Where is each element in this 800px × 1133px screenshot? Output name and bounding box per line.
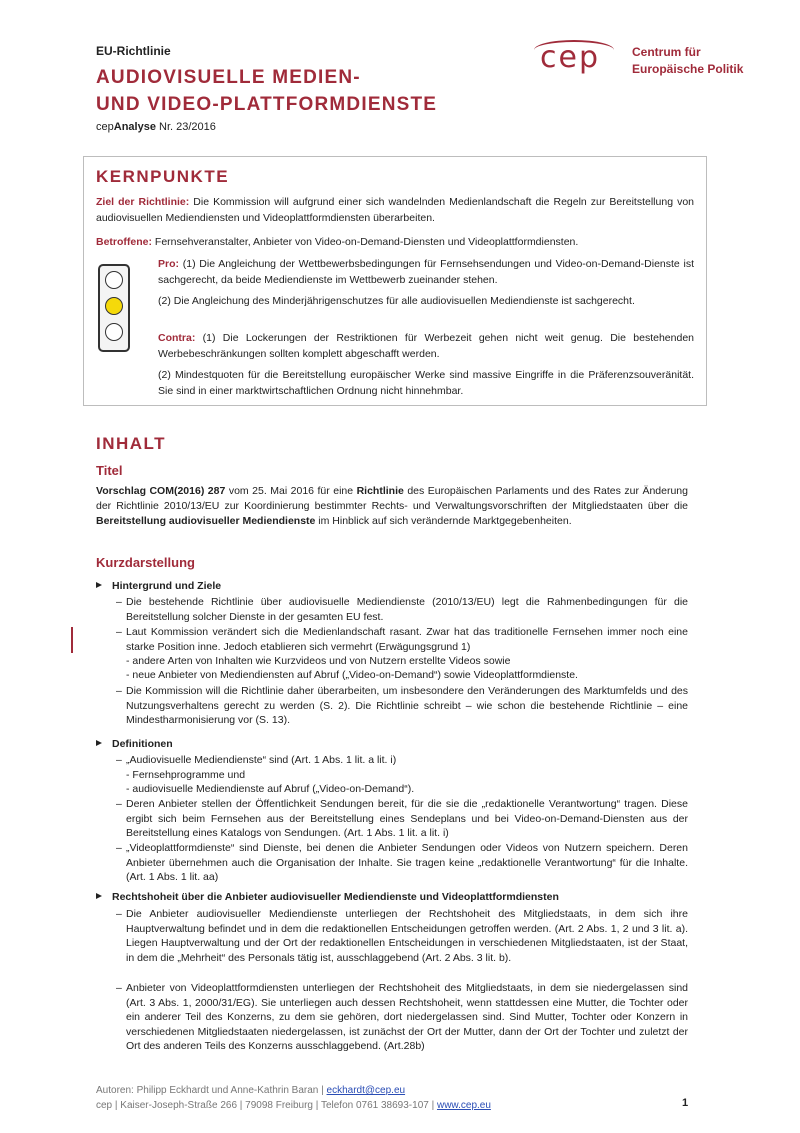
inhalt-heading: INHALT [96,434,167,453]
list-item-text: Die Anbieter audiovisueller Mediendienste unterliegen der Rechtshoheit des Mitgliedstaats, in dem sich ihre Hauptverwaltung befindet und in dem die redaktionellen Entscheidungen getroffen werden. (Art. 2 Abs. 1, 2 und 3 lit. a). Liegen Hauptverwaltung und der Ort der redaktionellen Entscheidungen in verschiedenen Mitgliedstaaten, ist der Staat, in dem die „Mehrheit“ des Personals tätig ist, ausschlaggebend (Art. 2 Abs. 3 lit. b). [126,908,688,964]
list-item [116,797,688,841]
list-item-text: Die Kommission will die Richtlinie daher überarbeiten, um insbesondere den Veränderungen des Marktumfelds und des Nutzungsverhaltens gerecht zu werden (S. 2). Die Richtlinie schreibt – wie schon die bestehende Richtlinie – eine Mindestharmonisierung vor (S. 13). [126,685,688,726]
page-number: 1 [682,1097,689,1109]
section-3-title-text: Rechtshoheit über die Anbieter audiovisueller Mediendienste und Videoplattformdiensten [112,891,559,903]
betroffene-label: Betroffene: [96,236,153,248]
list-item-text: Anbieter von Videoplattformdiensten unterliegen der Rechtshoheit des Mitgliedstaats, in dem sie niedergelassen sind (Art. 3 Abs. 1, 2000/31/EG). Sie unterliegen auch dessen Rechtshoheit, wenn stattdessen eine Mutter, die Tochter oder ein anderer Teil des Konzerns, zu dem sie gehören, dort niedergelassen sind. Sind Mutter, Tochter oder Konzern in verschiedenen Mitgliedstaaten niedergelassen, ist zunächst der Ort der Mutter, dann der Ort der Tochter und zuletzt der Ort des anderen Teils des Konzerns ausschlaggebend. (Art.28b) [126,982,688,1052]
ziel-text: Die Kommission will aufgrund einer sich wandelnden Medienlandschaft die Regeln zur Bereitstellung von audiovisuellen Mediendiensten und Videoplattformdiensten überarbeiten. [96,196,694,224]
ziel-paragraph [96,195,694,226]
titel-bold-2: Richtlinie [356,485,404,497]
contra-text-1: (1) Die Lockerungen der Restriktionen für Werbezeit gehen nicht weit genug. Die bestehenden Werbebeschränkungen sollten komplett abgeschafft werden. [158,332,694,360]
list-item [116,684,688,728]
list-item-text: Laut Kommission verändert sich die Medienlandschaft rasant. Zwar hat das traditionelle Fernsehen immer noch eine starke Position inne. Jedoch etablieren sich vermehrt (Erwägungsgrund 1) [126,626,688,653]
list-item-text: Deren Anbieter stellen der Öffentlichkeit Sendungen bereit, für die sie die „redaktionelle Verantwortung“ tragen. Diese ergibt sich beim Fernsehen aus der Bereitstellung eines Sendeplans und bei Video-on-Demand-Diensten aus der Bereitstellung eines Katalogs von Sendungen. (Art. 1 Abs. 1 lit. a lit. i) [126,798,688,839]
document-kicker: EU-Richtlinie [96,44,171,58]
contra-label: Contra: [158,332,196,344]
contra-paragraph-1 [158,331,694,362]
list-item [116,595,688,624]
footer-authors-text: Autoren: Philipp Eckhardt und Anne-Kathrin Baran | [96,1085,327,1096]
document-title [96,64,437,118]
list-item-text: „Audiovisuelle Mediendienste“ sind (Art. 1 Abs. 1 lit. a lit. i) [126,754,397,766]
titel-bold-1: Vorschlag COM(2016) 287 [96,485,226,497]
section-hintergrund-title [96,580,221,592]
dash-icon: – [116,685,122,697]
pro-text-1: (1) Die Angleichung der Wettbewerbsbedingungen für Fernsehsendungen und Video-on-Demand-Dienste ist sachgerecht, da beide Mediendienste im Wettbewerb zueinander stehen. [158,258,694,286]
author-email-link[interactable]: eckhardt@cep.eu [326,1085,406,1096]
section-definitionen-title [96,738,173,750]
kurzdarstellung-heading: Kurzdarstellung [96,555,195,570]
betroffene-text: Fernsehveranstalter, Anbieter von Video-on-Demand-Diensten und Videoplattformdiensten. [152,236,579,248]
bullet-triangle-icon [96,740,102,746]
analyse-number [96,121,216,133]
traffic-light-icon [98,264,130,352]
footer-address [96,1098,491,1113]
traffic-light-yellow-lamp [105,297,123,315]
bullet-triangle-icon [96,893,102,899]
dash-icon: – [116,982,122,994]
pro-paragraph-1 [158,257,694,288]
sub-item: - audiovisuelle Mediendienste auf Abruf („Video-on-Demand“). [126,783,415,795]
pro-label: Pro: [158,258,179,270]
section-rechtshoheit-title [96,891,559,903]
list-item-text: Die bestehende Richtlinie über audiovisuelle Mediendienste (2010/13/EU) legt die Rahmenbedingungen für die Bereitstellung solcher Dienste in der gesamten EU fest. [126,596,688,623]
kernpunkte-title: KERNPUNKTE [96,167,230,186]
list-item [116,841,688,885]
titel-text-3: im Hinblick auf sich verändernde Marktgegebenheiten. [315,515,572,527]
analyse-bold: Analyse [113,121,156,133]
logo-mark: cep [540,40,600,75]
section-2-title-text: Definitionen [112,738,173,750]
list-item [116,907,688,965]
contra-paragraph-2: (2) Mindestquoten für die Bereitstellung europäischer Werke sind massive Eingriffe in die Präferenzsouveränität. Sie sind in einer marktwirtschaftlichen Ordnung nicht hinnehmbar. [158,369,694,397]
titel-text-2: des Europäischen Parlaments und des Rates zur Änderung der Richtlinie 2010/13/EU zur Koordinierung bestimmter Rechts- und Verwaltungsvorschriften der Mitgliedstaaten über die [96,485,688,512]
sub-item: - Fernsehprogramme und [126,769,246,781]
title-line-2: UND VIDEO-PLATTFORMDIENSTE [96,94,438,115]
dash-icon: – [116,908,122,920]
section-1-title-text: Hintergrund und Ziele [112,580,222,592]
sub-item: - neue Anbieter von Mediendiensten auf Abruf („Video-on-Demand“) sowie Videoplattformdienste. [126,669,578,681]
list-item-text: „Videoplattformdienste“ sind Dienste, bei denen die Anbieter Sendungen oder Videos von Nutzern speichern. Deren Anbieter übernehmen auch die Organisation der Inhalte. Sie tragen keine „redaktionelle Verantwortung“ für die Inhalte. (Art. 1 Abs. 1 lit. aa) [126,842,688,883]
ziel-label: Ziel der Richtlinie: [96,196,190,208]
titel-paragraph [96,484,688,529]
list-item [116,625,688,654]
list-item [116,981,688,1054]
dash-icon: – [116,842,122,854]
dash-icon: – [116,798,122,810]
betroffene-paragraph [96,235,694,251]
traffic-light-red-lamp [105,271,123,289]
website-link[interactable]: www.cep.eu [436,1100,491,1111]
cep-logo [530,36,770,92]
list-item [116,753,688,768]
footer-authors [96,1083,491,1098]
analyse-suffix: Nr. 23/2016 [155,121,216,133]
titel-text-1: vom 25. Mai 2016 für eine [225,485,357,497]
bullet-triangle-icon [96,582,102,588]
title-line-1: AUDIOVISUELLE MEDIEN- [96,67,361,88]
kernpunkte-box [83,156,707,406]
footer-address-text: cep | Kaiser-Joseph-Straße 266 | 79098 Freiburg | Telefon 0761 38693-107 | [96,1100,437,1111]
sub-item: - andere Arten von Inhalten wie Kurzvideos und von Nutzern erstellte Videos sowie [126,655,511,667]
logo-line-1: Centrum für [632,45,701,59]
logo-text [632,44,743,78]
page-footer [96,1083,491,1113]
analyse-prefix: cep [96,121,114,133]
dash-icon: – [116,754,122,766]
titel-bold-3: Bereitstellung audiovisueller Mediendienste [96,515,316,527]
dash-icon: – [116,596,122,608]
logo-line-2: Europäische Politik [632,62,744,76]
dash-icon: – [116,626,122,638]
titel-heading: Titel [96,463,123,478]
traffic-light-green-lamp [105,323,123,341]
pro-paragraph-2: (2) Die Angleichung des Minderjährigenschutzes für alle audiovisuellen Mediendienste ist sachgerecht. [158,295,635,307]
margin-marker [71,627,73,653]
